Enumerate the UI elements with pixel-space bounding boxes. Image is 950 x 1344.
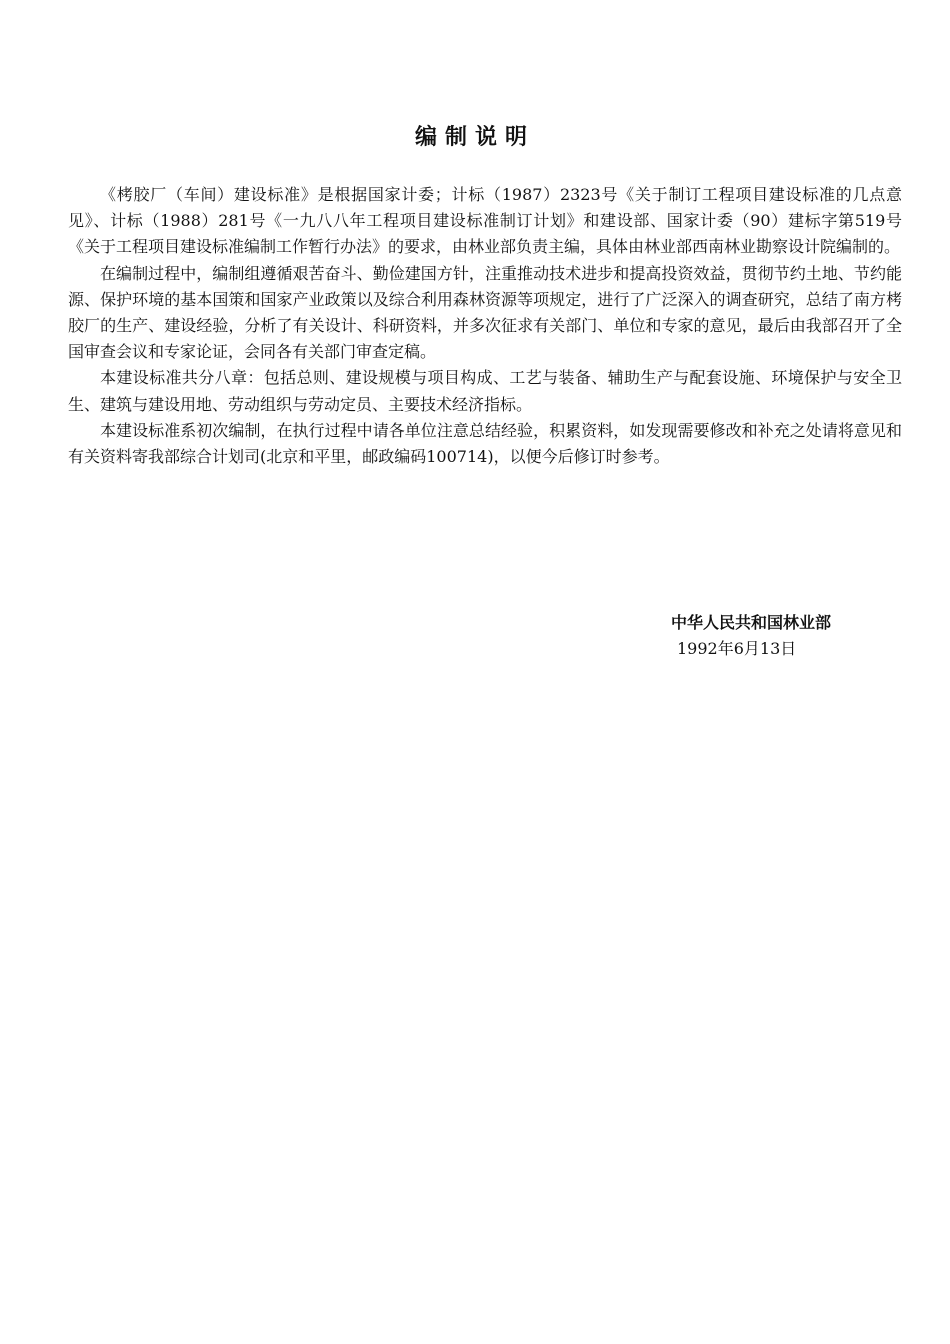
paragraph-1: 《栲胶厂（车间）建设标准》是根据国家计委；计标（1987）2323号《关于制订工程项目建设标准的几点意见》、计标（1988）281号《一九八八年工程项目建设标准制订计划》和建设部、国家计委（90）建标字第519号《关于工程项目建设标准编制工作暂行办法》的要求，由林业部负责主编，具体由林业部西南林业勘察设计院编制的。 <box>68 185 902 257</box>
signature-date: 1992年6月13日 <box>677 639 797 658</box>
page-title: 编制说明 <box>414 124 535 150</box>
signature-block <box>671 610 901 662</box>
body-text <box>68 182 902 470</box>
signature-organization: 中华人民共和国林业部 <box>671 613 832 632</box>
paragraph-3: 本建设标准共分八章：包括总则、建设规模与项目构成、工艺与装备、辅助生产与配套设施、环境保护与安全卫生、建筑与建设用地、劳动组织与劳动定员、主要技术经济指标。 <box>68 368 902 414</box>
paragraph-4: 本建设标准系初次编制，在执行过程中请各单位注意总结经验，积累资料，如发现需要修改和补充之处请将意见和有关资料寄我部综合计划司(北京和平里，邮政编码100714)，以便今后修订时参考。 <box>68 420 902 467</box>
paragraph-2: 在编制过程中，编制组遵循艰苦奋斗、勤俭建国方针，注重推动技术进步和提高投资效益，贯彻节约土地、节约能源、保护环境的基本国策和国家产业政策以及综合利用森林资源等项规定，进行了广泛深入的调查研究，总结了南方栲胶厂的生产、建设经验，分析了有关设计、科研资料，并多次征求有关部门、单位和专家的意见，最后由我部召开了全国审查会议和专家论证，会同各有关部门审查定稿。 <box>68 263 902 362</box>
